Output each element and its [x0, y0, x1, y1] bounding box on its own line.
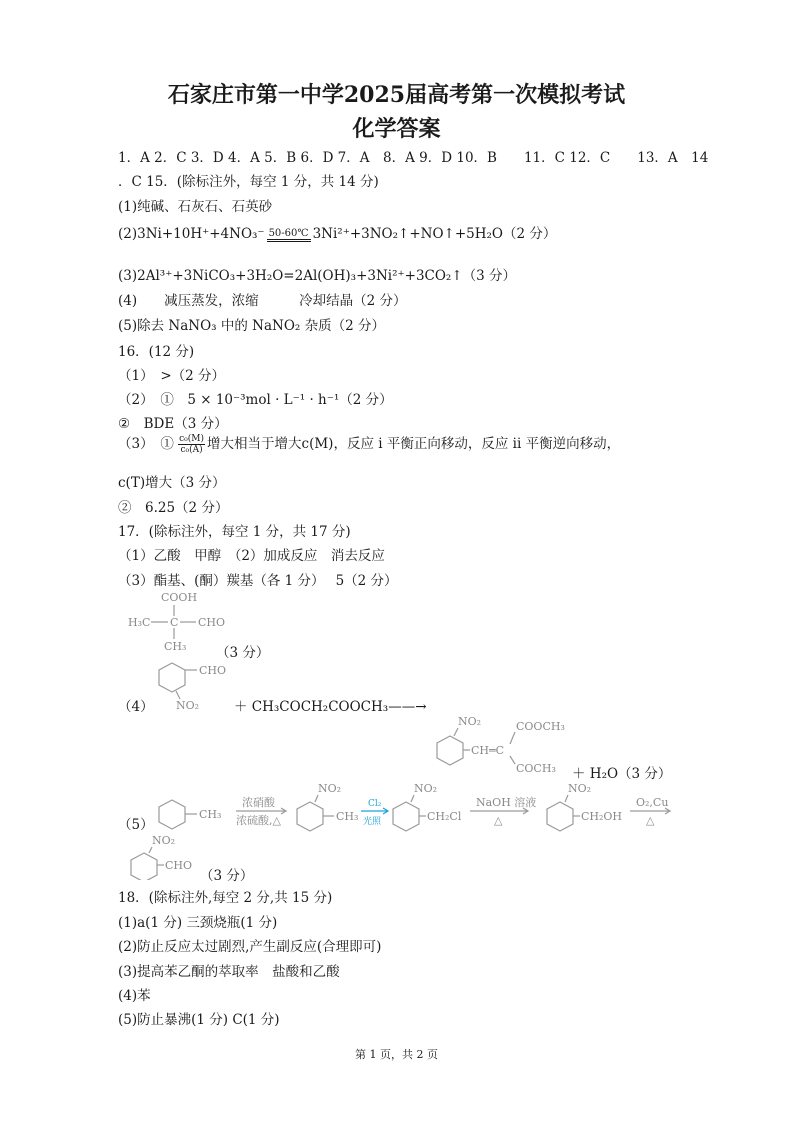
step1-condition-bottom: 浓硫酸,△ [236, 814, 281, 827]
nitrotoluene-ch3-label: CH₃ [336, 810, 359, 823]
final-ring-icon [131, 853, 157, 880]
q16-part3b: ② 6.25（2 分） [118, 500, 229, 516]
benzyl-chloride-ring-icon [393, 802, 419, 831]
cho-label: CHO [199, 664, 227, 677]
product-no2-label: NO₂ [458, 715, 482, 728]
benzene-ring-icon [437, 736, 463, 765]
step2-condition-bottom: 光照 [363, 817, 382, 827]
step3-condition-bottom: △ [494, 814, 503, 827]
ch2oh-label: CH₂OH [581, 810, 623, 823]
step4-condition-bottom: △ [646, 814, 655, 827]
q17-part1-2: （1）乙酸 甲醇 （2）加成反应 消去反应 [118, 548, 385, 564]
step3-condition-top: NaOH 溶液 [476, 796, 537, 809]
struct-ch3-label: CH₃ [164, 640, 187, 653]
product-coch3-label: COCH₃ [516, 762, 556, 774]
q17-struct1-score: （3 分） [216, 645, 270, 661]
struct-cho-label: CHO [198, 616, 226, 629]
q15-part5: (5)除去 NaNO₃ 中的 NaNO₂ 杂质（2 分） [118, 318, 385, 334]
synthesis-route-diagram [150, 778, 675, 834]
fraction-denominator: c₀(A) [180, 445, 203, 455]
final-product-structure [118, 834, 208, 880]
q15-part4: (4) 减压蒸发，浓缩 冷却结晶（2 分） [118, 293, 407, 309]
q16-part2: （2） ① 5 × 10⁻³mol · L⁻¹ · h⁻¹（2 分） [118, 392, 393, 408]
benzyl-alcohol-no2-label: NO₂ [568, 782, 592, 795]
benzyl-chloride-no2-label: NO₂ [414, 782, 438, 795]
page-footer: 第 1 页，共 2 页 [355, 1048, 438, 1061]
benzene-ring-icon [159, 663, 185, 692]
q16-part3-text: 增大相当于增大c(M)，反应 i 平衡正向移动，反应 ii 平衡逆向移动， [207, 436, 621, 452]
q15-part1: (1)纯碱、石灰石、石英砂 [118, 199, 273, 215]
q18-part2: (2)防止反应太过剧烈,产生副反应(合理即可) [118, 939, 382, 955]
q17-part4-reagent: ＋ CH₃COCH₂COOCH₃——→ [234, 699, 427, 715]
q15-part2-score: （2 分） [503, 226, 557, 242]
o-nitrobenzaldehyde-structure [150, 655, 230, 711]
step1-condition-top: 浓硝酸 [242, 796, 275, 809]
page-title: 石家庄市第一中学2025届高考第一次模拟考试 [167, 82, 626, 108]
q17-heading: 17．(除标注外，每空 1 分，共 17 分) [118, 524, 351, 540]
q18-part5: (5)防止暴沸(1 分) C(1 分) [118, 1012, 280, 1028]
q16-heading: 16．(12 分) [118, 344, 195, 360]
nitrotoluene-ring-icon [297, 802, 323, 831]
q18-part1: (1)a(1 分) 三颈烧瓶(1 分) [118, 915, 278, 931]
concentration-ratio-fraction [178, 434, 205, 455]
final-cho-label: CHO [165, 859, 193, 872]
toluene-ring-icon [159, 800, 185, 829]
struct-cooh-label: COOH [161, 591, 198, 604]
q16-part2b: ② BDE（3 分） [118, 416, 228, 432]
q15-part2-condition: 50-60℃ [267, 228, 311, 242]
q18-part3: (3)提高苯乙酮的萃取率 盐酸和乙酸 [118, 964, 340, 980]
q16-part1: （1） >（2 分） [118, 368, 226, 384]
q15-part2 [118, 222, 556, 242]
ch-eq-c-label: CH═C [471, 744, 505, 757]
struct-h3c-label: H₃C [128, 616, 151, 629]
knoevenagel-product-structure [428, 712, 588, 774]
toluene-ch3-label: CH₃ [199, 808, 222, 821]
q16-part3 [118, 432, 620, 455]
no2-label: NO₂ [176, 699, 200, 711]
q16-part3-prefix: （3） ① [118, 436, 174, 452]
q18-part4: (4)苯 [118, 988, 151, 1004]
q17-part5-score: （3 分） [200, 868, 254, 884]
fraction-numerator: c₀(M) [179, 434, 205, 444]
step4-condition-top: O₂,Cu [636, 796, 669, 809]
q17-part3: （3）酯基、(酮）羰基（各 1 分） 5（2 分） [118, 573, 398, 589]
nitrotoluene-no2-label: NO₂ [318, 782, 342, 795]
q18-heading: 18．(除标注外,每空 2 分,共 15 分) [118, 890, 333, 906]
mc-answers-line2: ．C 15．(除标注外，每空 1 分，共 14 分) [118, 174, 379, 190]
product-cooch3-label: COOCH₃ [516, 720, 565, 733]
benzyl-alcohol-ring-icon [547, 802, 573, 831]
q16-part3-cont: c(T)增大（3 分） [118, 475, 226, 491]
final-no2-label: NO₂ [152, 834, 176, 847]
q15-part3: (3)2Al³⁺+3NiCO₃+3H₂O=2Al(OH)₃+3Ni²⁺+3CO₂↑（3 分） [118, 268, 517, 284]
q17-part4-product-score: ＋ H₂O（3 分） [572, 766, 672, 782]
q15-part2-right: 3Ni²⁺+3NO₂↑+NO↑+5H₂O [312, 226, 503, 242]
ch2cl-label: CH₂Cl [427, 810, 462, 823]
page-subtitle: 化学答案 [352, 116, 441, 142]
q17-part4-label: （4） [118, 699, 154, 715]
mc-answers-line1: 1．A 2．C 3．D 4．A 5．B 6．D 7．A 8．A 9．D 10．B 11．C 12．C 13．A 14 [118, 150, 709, 166]
q15-part2-left: 3Ni+10H⁺+4NO₃⁻ [137, 226, 265, 242]
q17-part5-label: （5） [118, 817, 154, 833]
q15-part2-prefix: (2) [118, 226, 138, 242]
struct-c-label: C [170, 616, 179, 629]
step2-condition-top: Cl₂ [368, 799, 382, 809]
